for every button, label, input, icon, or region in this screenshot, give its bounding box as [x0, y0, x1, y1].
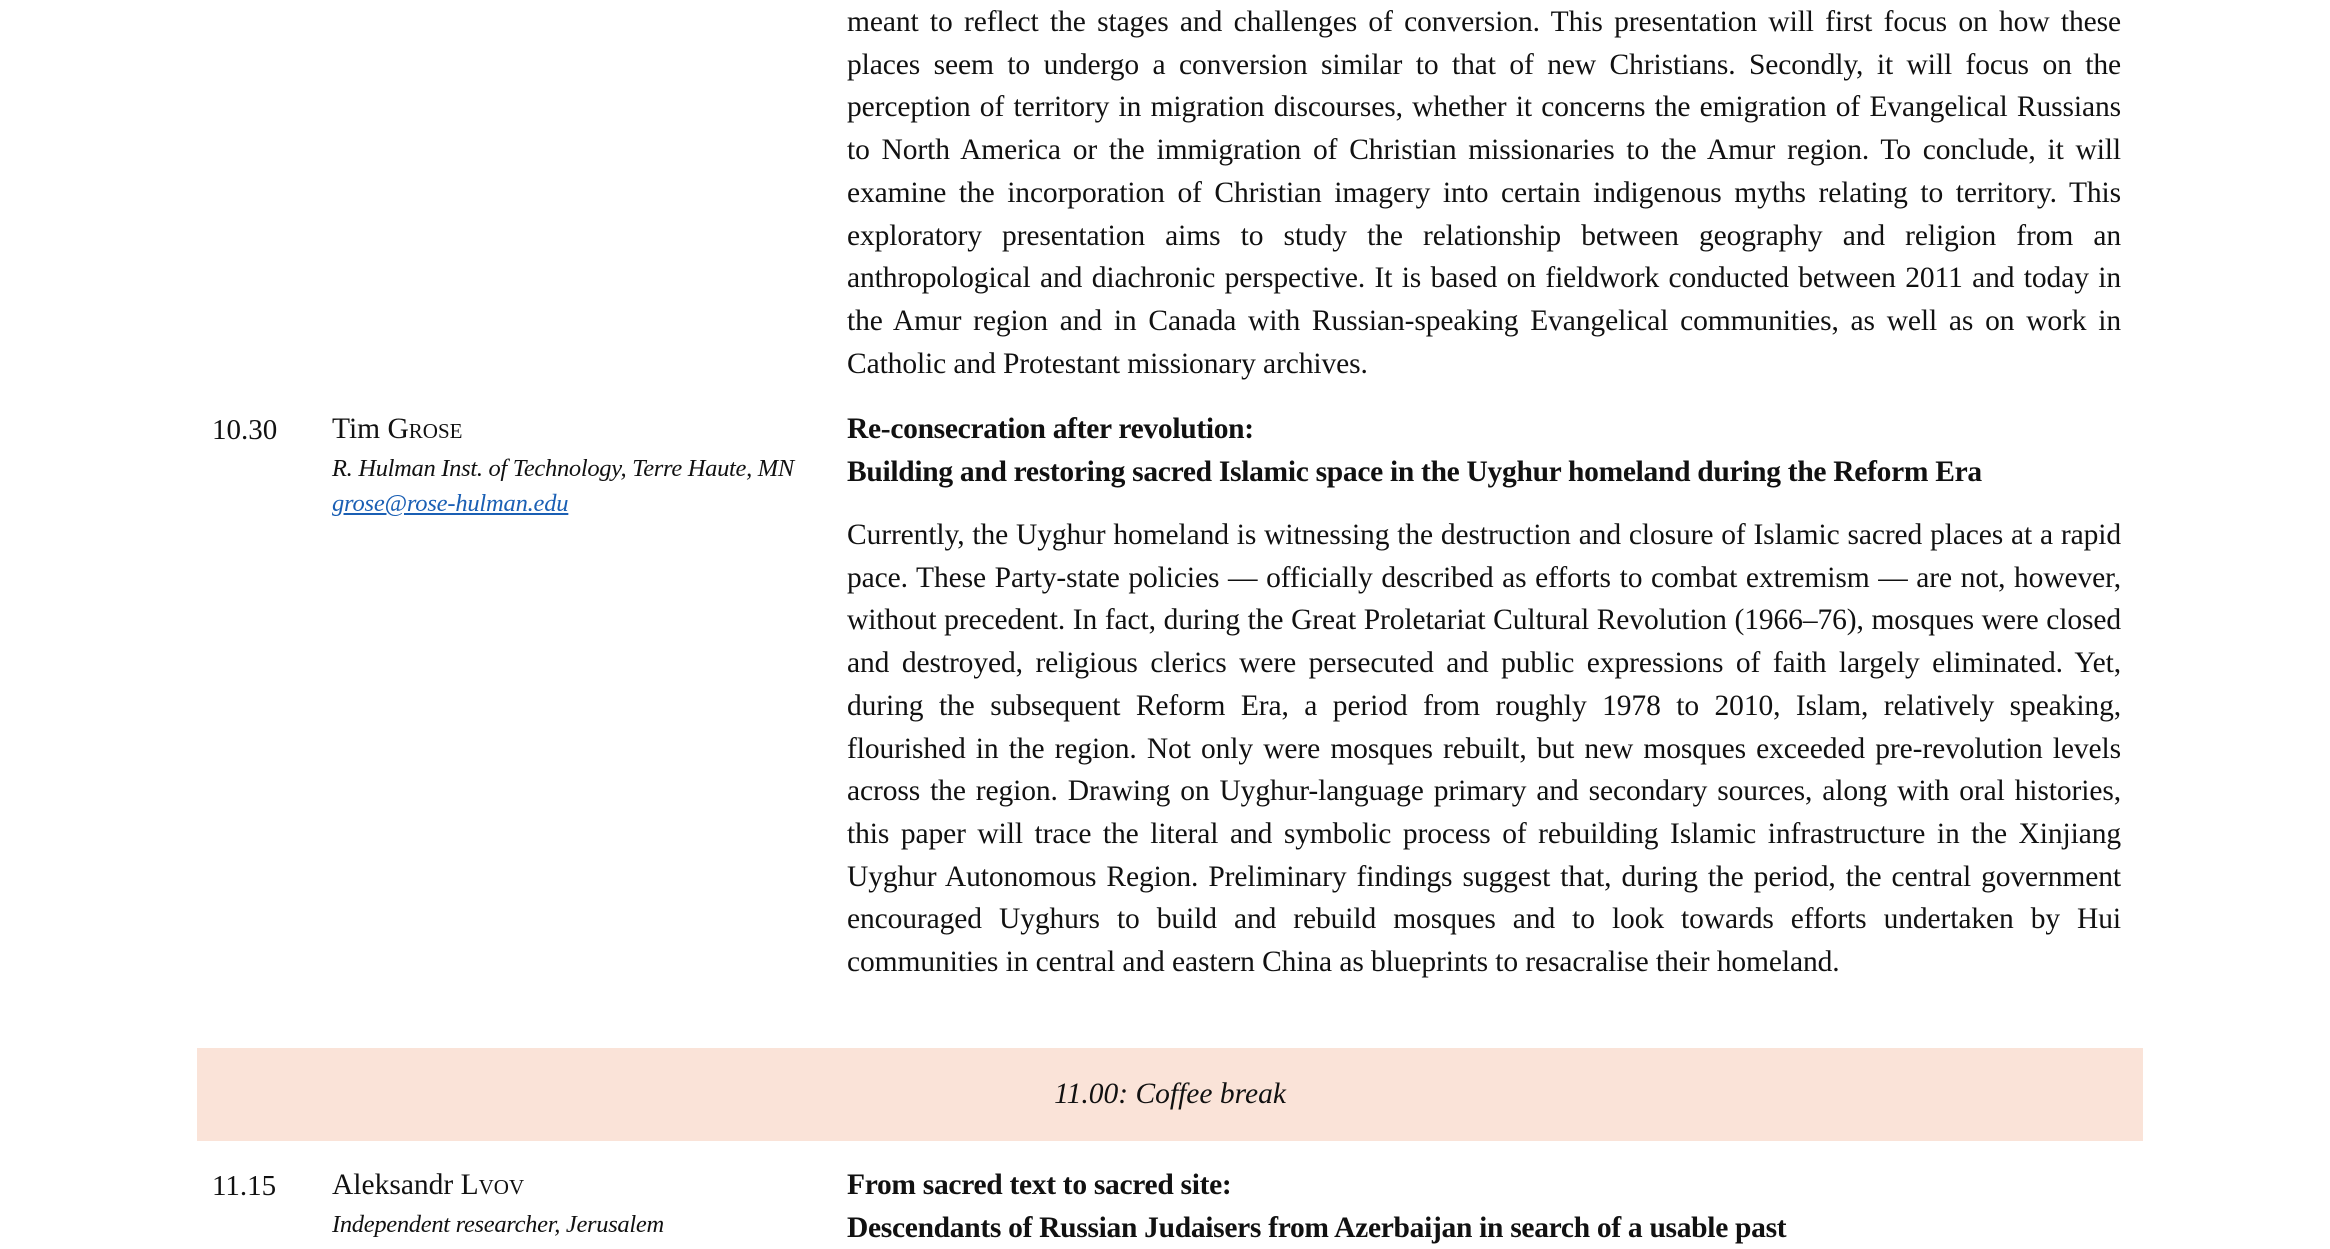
speaker-affiliation: R. Hulman Inst. of Technology, Terre Haute, MN	[332, 455, 794, 482]
speaker-last-name: Lvov	[460, 1169, 525, 1201]
speaker-affiliation: Independent researcher, Jerusalem	[332, 1211, 664, 1238]
talk-title-line2: Building and restoring sacred Islamic space in the Uyghur homeland during the Reform Era	[847, 456, 1982, 488]
session-time: 11.15	[212, 1170, 277, 1202]
speaker-name	[332, 413, 462, 446]
talk-title-line2: Descendants of Russian Judaisers from Azerbaijan in search of a usable past	[847, 1212, 1787, 1244]
talk-title-line1: From sacred text to sacred site:	[847, 1169, 1232, 1201]
previous-abstract-continuation: meant to reflect the stages and challenges of conversion. This presentation will first focus on how these places seem to undergo a conversion similar to that of new Christians. Secondly, it will focus on the perception of territory in migration discourses, whether it concerns the emigration of Evangelical Russians to North America or the immigration of Christian missionaries to the Amur region. To conclude, it will examine the incorporation of Christian imagery into certain indigenous myths relating to territory. This exploratory presentation aims to study the relationship between geography and religion from an anthropological and diachronic perspective. It is based on fieldwork conducted between 2011 and today in the Amur region and in Canada with Russian-speaking Evangelical communities, as well as on work in Catholic and Protestant missionary archives.	[847, 6, 2121, 380]
speaker-first-name: Tim	[332, 413, 381, 445]
coffee-break-band	[197, 1048, 2143, 1141]
speaker-email-link[interactable]: grose@rose-hulman.edu	[332, 490, 569, 517]
speaker-first-name: Aleksandr	[332, 1169, 454, 1201]
speaker-last-name: Grose	[387, 413, 463, 445]
talk-abstract: Currently, the Uyghur homeland is witnessing the destruction and closure of Islamic sacred places at a rapid pace. These Party-state policies — officially described as efforts to combat extremism — are not, however, without precedent. In fact, during the Great Proletariat Cultural Revolution (1966–76), mosques were closed and destroyed, religious clerics were persecuted and public expressions of faith largely eliminated. Yet, during the subsequent Reform Era, a period from roughly 1978 to 2010, Islam, relatively speaking, flourished in the region. Not only were mosques rebuilt, but new mosques exceeded pre-revolution levels across the region. Drawing on Uyghur-language primary and secondary sources, along with oral histories, this paper will trace the literal and symbolic process of rebuilding Islamic infrastructure in the Xinjiang Uyghur Autonomous Region. Preliminary findings suggest that, during the period, the central government encouraged Uyghurs to build and rebuild mosques and to look towards efforts undertaken by Hui communities in central and eastern China as blueprints to resacralise their homeland.	[847, 519, 2121, 979]
talk-title-line1: Re-consecration after revolution:	[847, 413, 1254, 445]
coffee-break-label: 11.00: Coffee break	[1054, 1078, 1286, 1110]
session-time: 10.30	[212, 414, 278, 446]
speaker-name	[332, 1169, 524, 1202]
